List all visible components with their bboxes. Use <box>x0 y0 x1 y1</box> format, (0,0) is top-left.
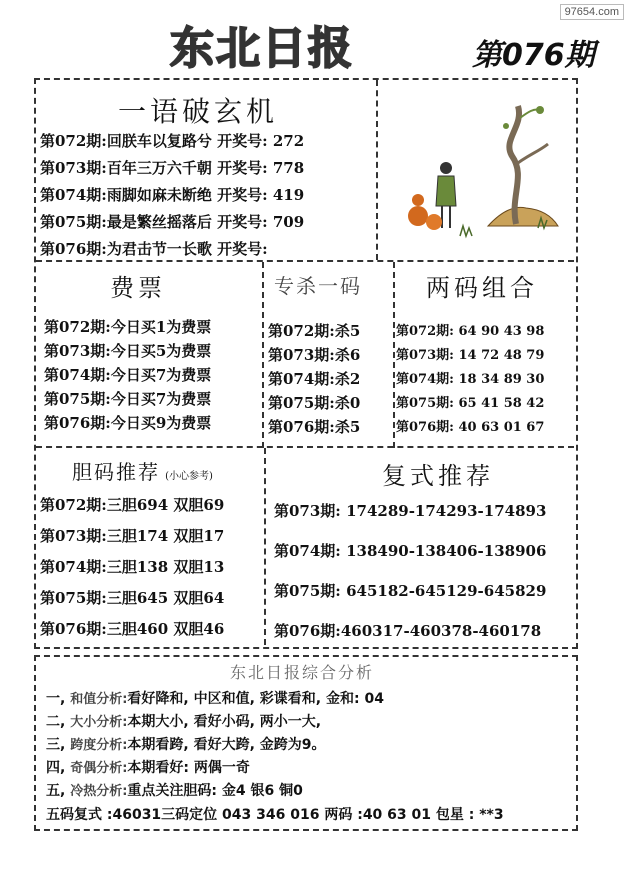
fei-row: 第073期:今日买5为费票 <box>44 342 212 360</box>
divider-fei-kill <box>262 262 264 448</box>
analysis-num: 四, <box>46 760 66 776</box>
fei-title: 费票 <box>110 274 166 302</box>
analysis-label: 大小分析: <box>70 715 128 730</box>
kill-row: 第072期:杀5 <box>268 322 361 340</box>
kill-row: 第075期:杀0 <box>268 394 361 412</box>
kill-title: 专杀一码 <box>274 274 362 298</box>
analysis-text: 重点关注胆码: 金4 银6 铜0 <box>127 783 303 799</box>
riddle-row: 第075期:最是繁丝摇落后 开奖号: 709 <box>40 213 305 231</box>
pair-list <box>396 320 544 440</box>
fushi-title: 复式推荐 <box>382 462 494 490</box>
divider-kill-pair <box>393 262 395 448</box>
riddle-row: 第073期:百年三万六千朝 开奖号: 778 <box>40 159 305 177</box>
analysis-text: 本期看好: 两偶一奇 <box>127 760 250 776</box>
analysis-label: 和值分析: <box>70 692 128 707</box>
analysis-num: 一, <box>46 691 66 707</box>
fushi-row: 第074期: 138490-138406-138906 <box>274 542 547 560</box>
pair-row: 第075期: 65 41 58 42 <box>396 396 545 411</box>
pair-row: 第074期: 18 34 89 30 <box>396 372 545 387</box>
analysis-label: 冷热分析: <box>70 784 128 799</box>
analysis-num: 二, <box>46 714 66 730</box>
dan-row: 第076期:三胆460 双胆46 <box>40 620 225 638</box>
riddle-list <box>40 130 304 265</box>
masthead-title: 东北日报 <box>170 23 354 74</box>
dan-row: 第072期:三胆694 双胆69 <box>40 496 225 514</box>
pair-row: 第073期: 14 72 48 79 <box>396 348 545 363</box>
divider-dan-fushi <box>264 448 266 645</box>
analysis-text: 本期看跨, 看好大跨, 金跨为9。 <box>127 737 326 753</box>
divider-row2 <box>36 446 574 448</box>
analysis-item <box>46 780 384 803</box>
pair-row: 第072期: 64 90 43 98 <box>396 324 545 339</box>
analysis-text: 本期大小, 看好小码, 两小一大, <box>127 714 322 730</box>
analysis-title: 东北日报综合分析 <box>230 663 375 682</box>
dan-row: 第075期:三胆645 双胆64 <box>40 589 225 607</box>
analysis-item <box>46 688 384 711</box>
dan-row: 第074期:三胆138 双胆13 <box>40 558 225 576</box>
analysis-list <box>46 688 384 803</box>
fushi-row: 第073期: 174289-174293-174893 <box>274 502 547 520</box>
ink-painting-illustration <box>398 96 568 246</box>
watermark: 97654.com <box>560 4 624 20</box>
pair-title: 两码组合 <box>426 274 538 302</box>
fei-list <box>44 316 211 436</box>
fei-row: 第074期:今日买7为费票 <box>44 366 212 384</box>
dan-title: 胆码推荐 <box>72 460 160 484</box>
analysis-num: 三, <box>46 737 66 753</box>
analysis-item <box>46 711 384 734</box>
analysis-num: 五, <box>46 783 66 799</box>
dan-note: (小心参考) <box>165 471 213 482</box>
riddle-title: 一语破玄机 <box>118 95 279 128</box>
kill-row: 第076期:杀5 <box>268 418 361 436</box>
dan-header <box>72 456 213 485</box>
dan-row: 第073期:三胆174 双胆17 <box>40 527 225 545</box>
riddle-row: 第072期:回朕车以复路兮 开奖号: 272 <box>40 132 305 150</box>
analysis-label: 跨度分析: <box>70 738 128 753</box>
divider-riddle-art <box>376 80 378 260</box>
fei-row: 第075期:今日买7为费票 <box>44 390 212 408</box>
riddle-row: 第074期:雨脚如麻未断绝 开奖号: 419 <box>40 186 305 204</box>
riddle-row: 第076期:为君击节一长歌 开奖号: <box>40 240 268 258</box>
fei-row: 第076期:今日买9为费票 <box>44 414 212 432</box>
issue-number: 第076期 <box>472 38 595 73</box>
fushi-row: 第075期: 645182-645129-645829 <box>274 582 547 600</box>
fei-row: 第072期:今日买1为费票 <box>44 318 212 336</box>
kill-list <box>268 320 360 440</box>
analysis-text: 看好降和, 中区和值, 彩谍看和, 金和: 04 <box>127 691 384 707</box>
analysis-footer: 五码复式 :46031三码定位 043 346 016 两码 :40 63 01 包星 : **3 <box>46 807 504 823</box>
dan-list <box>40 494 224 649</box>
kill-row: 第074期:杀2 <box>268 370 361 388</box>
analysis-item <box>46 734 384 757</box>
fushi-row: 第076期:460317-460378-460178 <box>274 622 542 640</box>
fushi-list <box>274 500 546 660</box>
pair-row: 第076期: 40 63 01 67 <box>396 420 545 435</box>
analysis-item <box>46 757 384 780</box>
kill-row: 第073期:杀6 <box>268 346 361 364</box>
analysis-label: 奇偶分析: <box>70 761 128 776</box>
